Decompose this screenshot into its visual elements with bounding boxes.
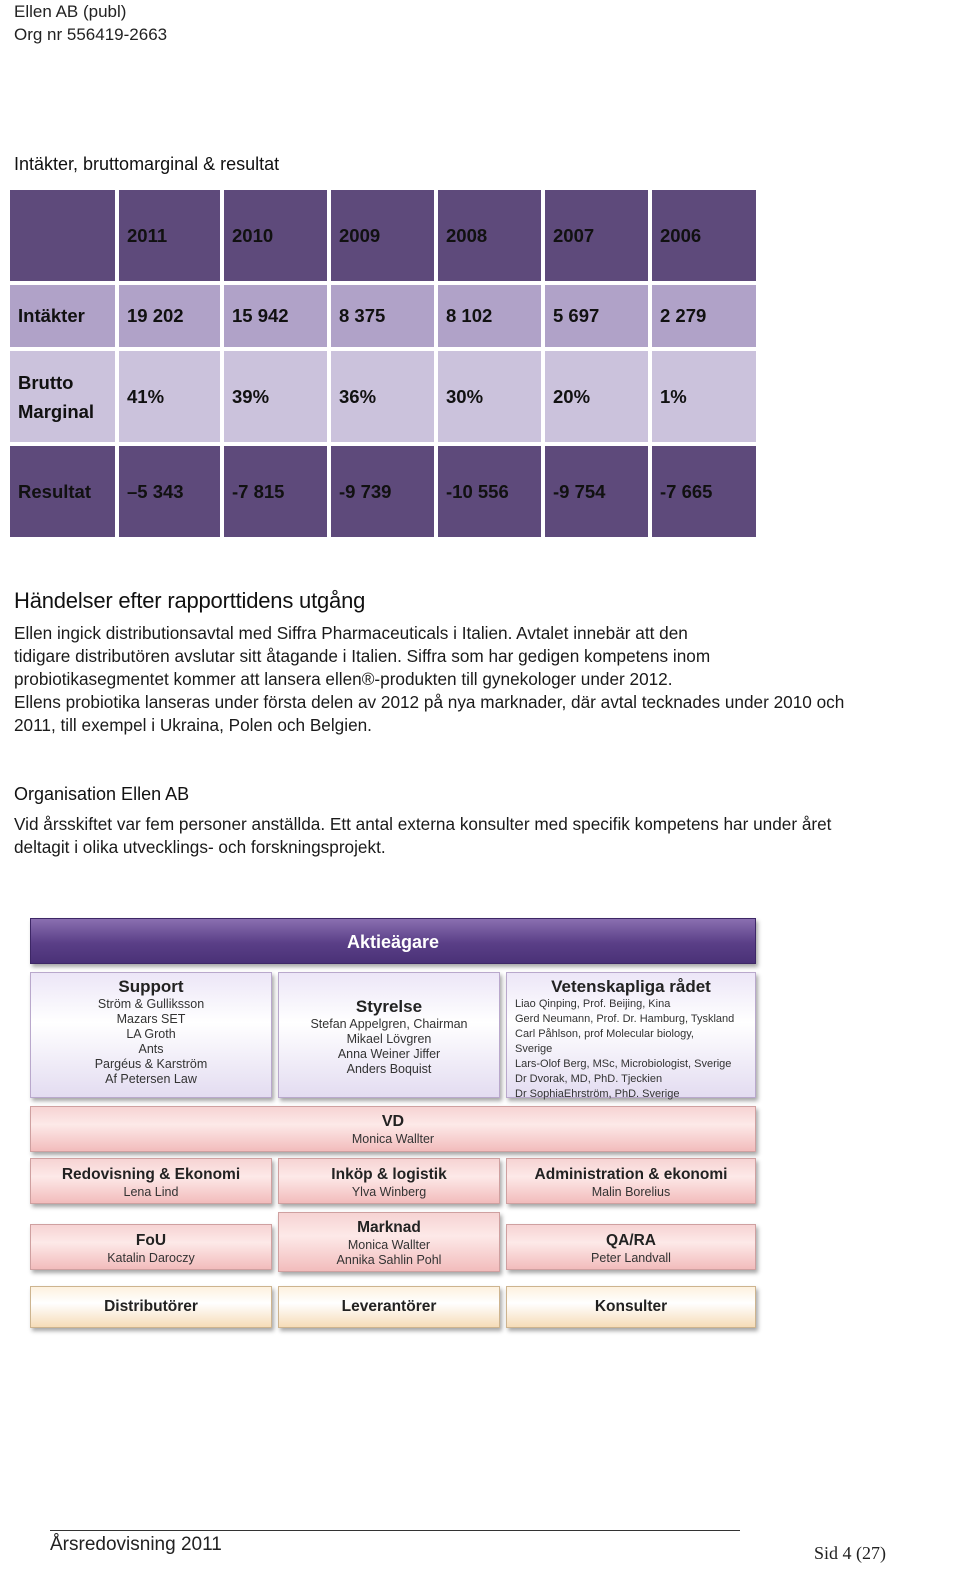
org-number: Org nr 556419-2663 xyxy=(14,25,168,44)
table-cell: -9 754 xyxy=(545,446,648,537)
org-member: Malin Borelius xyxy=(591,1185,671,1199)
org-member: Katalin Daroczy xyxy=(107,1251,195,1265)
table-cell: 36% xyxy=(331,351,434,442)
org-member: Mikael Lövgren xyxy=(346,1032,432,1046)
org-member: Peter Landvall xyxy=(591,1251,671,1265)
table-cell: 5 697 xyxy=(545,285,648,347)
org-member-list xyxy=(507,997,755,1102)
table-row-bruttomarginal xyxy=(10,351,756,442)
org-box-aktieagare xyxy=(30,918,756,964)
org-box-title: FoU xyxy=(135,1232,167,1249)
org-member: Ylva Winberg xyxy=(351,1185,427,1199)
row-label xyxy=(10,351,115,442)
org-box-marknad xyxy=(278,1212,500,1272)
year-header: 2007 xyxy=(545,190,648,281)
paragraph-line: 2011, till exempel i Ukraina, Polen och Belgien. xyxy=(14,715,372,735)
paragraph-line: deltagit i olika utvecklings- och forskningsprojekt. xyxy=(14,837,386,857)
org-box-vetenskapliga-radet xyxy=(506,972,756,1098)
org-member: Sverige xyxy=(515,1043,553,1055)
org-member: Ström & Gulliksson xyxy=(97,997,205,1011)
table-cell: 15 942 xyxy=(224,285,327,347)
org-member: Anders Boquist xyxy=(346,1062,432,1076)
org-member: Ants xyxy=(138,1042,164,1056)
org-box-title: Aktieägare xyxy=(346,932,440,952)
table-cell: -9 739 xyxy=(331,446,434,537)
org-box-distributorer xyxy=(30,1286,272,1328)
document-header xyxy=(14,0,167,46)
table-cell: 19 202 xyxy=(119,285,220,347)
org-box-administration xyxy=(506,1158,756,1204)
organisation-paragraph xyxy=(14,813,831,859)
paragraph-line: Ellen ingick distributionsavtal med Siffra Pharmaceuticals i Italien. Avtalet innebär att den xyxy=(14,623,688,643)
org-member: Liao Qinping, Prof. Beijing, Kina xyxy=(515,998,671,1010)
org-box-title: Support xyxy=(118,977,184,996)
org-box-title: Inköp & logistik xyxy=(331,1166,447,1183)
org-box-title: VD xyxy=(381,1113,405,1130)
table-cell: 39% xyxy=(224,351,327,442)
org-member: Carl Påhlson, prof Molecular biology, xyxy=(515,1028,694,1040)
year-header: 2009 xyxy=(331,190,434,281)
org-member: Dr SophiaEhrström, PhD. Sverige xyxy=(515,1088,680,1100)
row-label-line: Marginal xyxy=(18,400,95,422)
organisation-heading: Organisation Ellen AB xyxy=(14,784,190,804)
table-cell: –5 343 xyxy=(119,446,220,537)
table-row-resultat xyxy=(10,446,756,537)
table-corner-cell xyxy=(10,190,115,281)
table-cell: 1% xyxy=(652,351,756,442)
events-heading: Händelser efter rapporttidens utgång xyxy=(14,588,366,613)
table-cell: 20% xyxy=(545,351,648,442)
footer-divider xyxy=(50,1530,740,1531)
org-box-redovisning xyxy=(30,1158,272,1204)
org-member: Monica Wallter xyxy=(351,1132,435,1146)
year-header: 2010 xyxy=(224,190,327,281)
org-box-qara xyxy=(506,1224,756,1270)
org-box-fou xyxy=(30,1224,272,1270)
row-label-line: Brutto xyxy=(18,371,74,393)
org-box-title: Konsulter xyxy=(594,1298,668,1315)
company-name: Ellen AB (publ) xyxy=(14,2,127,21)
org-box-title: Leverantörer xyxy=(341,1298,437,1315)
table-cell: 41% xyxy=(119,351,220,442)
org-member: Af Petersen Law xyxy=(105,1072,197,1086)
table-cell: -7 665 xyxy=(652,446,756,537)
footer-title: Årsredovisning 2011 xyxy=(50,1534,222,1555)
org-box-vd xyxy=(30,1106,756,1152)
year-header: 2011 xyxy=(119,190,220,281)
events-paragraph xyxy=(14,622,844,737)
org-box-title: Distributörer xyxy=(104,1298,198,1315)
org-box-title: QA/RA xyxy=(606,1232,656,1249)
year-header: 2006 xyxy=(652,190,756,281)
table-cell: 8 102 xyxy=(438,285,541,347)
table-cell: -7 815 xyxy=(224,446,327,537)
org-box-title: Marknad xyxy=(357,1219,421,1236)
row-label: Resultat xyxy=(10,446,115,537)
table-row-intakter xyxy=(10,285,756,347)
org-box-title: Redovisning & Ekonomi xyxy=(61,1166,241,1183)
table-cell: -10 556 xyxy=(438,446,541,537)
org-box-title: Administration & ekonomi xyxy=(534,1166,728,1183)
org-member: Lars-Olof Berg, MSc, Microbiologist, Sverige xyxy=(515,1058,732,1070)
org-box-konsulter xyxy=(506,1286,756,1328)
org-chart xyxy=(28,916,760,1336)
org-box-inkop xyxy=(278,1158,500,1204)
org-member: LA Groth xyxy=(126,1027,176,1041)
year-header: 2008 xyxy=(438,190,541,281)
org-box-title: Vetenskapliga rådet xyxy=(551,977,711,996)
table-cell: 30% xyxy=(438,351,541,442)
table-section-title: Intäkter, bruttomarginal & resultat xyxy=(14,154,280,174)
table-cell: 2 279 xyxy=(652,285,756,347)
org-member: Pargéus & Karström xyxy=(94,1057,208,1071)
org-member: Lena Lind xyxy=(123,1185,179,1199)
table-header-row xyxy=(10,190,756,281)
org-member: Annika Sahlin Pohl xyxy=(336,1253,442,1267)
page-number: Sid 4 (27) xyxy=(814,1543,886,1563)
paragraph-line: Ellens probiotika lanseras under första delen av 2012 på nya marknader, där avtal tecknades under 2010 och xyxy=(14,692,845,712)
org-member: Dr Dvorak, MD, PhD. Tjeckien xyxy=(515,1073,663,1085)
org-member: Monica Wallter xyxy=(347,1238,431,1252)
org-box-support xyxy=(30,972,272,1098)
paragraph-line: probiotikasegmentet kommer att lansera ellen®-produkten till gynekologer under 2012. xyxy=(14,669,673,689)
table-cell: 8 375 xyxy=(331,285,434,347)
org-box-leverantorer xyxy=(278,1286,500,1328)
paragraph-line: Vid årsskiftet var fem personer anställda. Ett antal externa konsulter med specifik kompetens har under året xyxy=(14,814,832,834)
org-box-title: Styrelse xyxy=(355,997,423,1016)
org-member: Gerd Neumann, Prof. Dr. Hamburg, Tyskland xyxy=(515,1013,735,1025)
financial-table xyxy=(6,186,760,541)
paragraph-line: tidigare distributören avslutar sitt åtagande i Italien. Siffra som har gedigen kompetens inom xyxy=(14,646,711,666)
org-member: Anna Weiner Jiffer xyxy=(337,1047,441,1061)
org-box-styrelse xyxy=(278,972,500,1098)
org-member: Mazars SET xyxy=(116,1012,186,1026)
org-member: Stefan Appelgren, Chairman xyxy=(310,1017,468,1031)
row-label: Intäkter xyxy=(10,285,115,347)
